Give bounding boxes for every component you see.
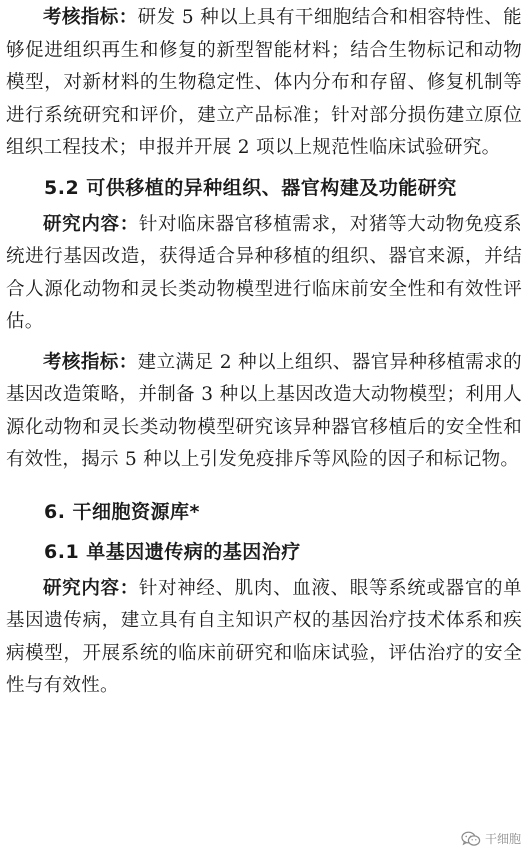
section-heading-6: 6. 干细胞资源库* <box>44 500 200 523</box>
paragraph-text: 研发 5 种以上具有干细胞结合和相容特性、能够促进组织再生和修复的新型智能材料；结合生物标记和动物模型，对新材料的生物稳定性、体内分布和存留、修复机制等进行系统研究和评价，建立产品标准；针对部分损伤建立原位组织工程技术；申报并开展 2 项以上规范性临床试验研究。 <box>6 7 522 158</box>
paragraph-text: 建立满足 2 种以上组织、器官异种移植需求的基因改造策略，并制备 3 种以上基因改造大动物模型；利用人源化动物和灵长类动物模型研究该异种器官移植后的安全性和有效性，揭示 5 种以上引发免疫排斥等风险的因子和标记物。 <box>6 351 522 470</box>
section-heading-6-1: 6.1 单基因遗传病的基因治疗 <box>44 540 301 563</box>
paragraph-research-content-2 <box>6 573 522 703</box>
paragraph-label: 研究内容： <box>43 213 139 235</box>
paragraph-assessment-indicators-2 <box>6 347 522 477</box>
wechat-icon <box>461 831 481 847</box>
paragraph-label: 研究内容： <box>43 577 139 599</box>
paragraph-research-content-1 <box>6 209 522 339</box>
paragraph-text: 针对神经、肌肉、血液、眼等系统或器官的单基因遗传病，建立具有自主知识产权的基因治疗技术体系和疾病模型，开展系统的临床前研究和临床试验，评估治疗的安全性与有效性。 <box>6 577 522 696</box>
paragraph-assessment-indicators-1 <box>6 2 522 165</box>
paragraph-label: 考核指标： <box>43 7 138 28</box>
paragraph-text: 针对临床器官移植需求，对猪等大动物免疫系统进行基因改造，获得适合异种移植的组织、器官来源，并结合人源化动物和灵长类动物模型进行临床前安全性和有效性评估。 <box>6 213 522 332</box>
section-heading-5-2: 5.2 可供移植的异种组织、器官构建及功能研究 <box>44 176 457 199</box>
watermark-text: 干细胞 <box>484 832 521 846</box>
watermark <box>458 829 524 848</box>
paragraph-label: 考核指标： <box>43 351 138 373</box>
